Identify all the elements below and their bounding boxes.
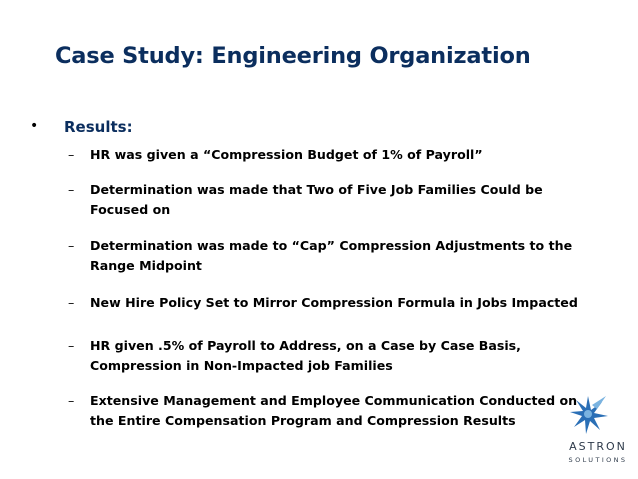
list-item-text: HR was given a “Compression Budget of 1% of Payroll” xyxy=(90,147,483,162)
page-title: Case Study: Engineering Organization xyxy=(55,43,531,69)
list-item xyxy=(68,336,588,376)
list-item-text: HR given .5% of Payroll to Address, on a Case by Case Basis, Compression in Non-Impacted job Families xyxy=(90,338,521,373)
list-item-text: New Hire Policy Set to Mirror Compression Formula in Jobs Impacted xyxy=(90,295,578,310)
logo-subtitle: SOLUTIONS xyxy=(568,456,628,464)
dash-marker: – xyxy=(68,147,75,162)
list-item-text: Determination was made that Two of Five Job Families Could be Focused on xyxy=(90,182,543,217)
list-item xyxy=(68,180,588,220)
list-item xyxy=(68,145,588,165)
dash-marker: – xyxy=(68,393,75,408)
list-item xyxy=(68,391,588,431)
list-item xyxy=(68,236,588,276)
list-item-text: Determination was made to “Cap” Compression Adjustments to the Range Midpoint xyxy=(90,238,573,273)
dash-marker: – xyxy=(68,182,75,197)
dash-marker: – xyxy=(68,338,75,353)
logo-name: ASTRON xyxy=(569,440,627,453)
bullet-marker: • xyxy=(30,118,39,134)
list-item-text: Extensive Management and Employee Communication Conducted on the Entire Compensation Program and Compression Results xyxy=(90,393,578,428)
dash-marker: – xyxy=(68,295,75,310)
list-item xyxy=(68,293,588,313)
dash-marker: – xyxy=(68,238,75,253)
results-label: Results: xyxy=(64,118,133,136)
